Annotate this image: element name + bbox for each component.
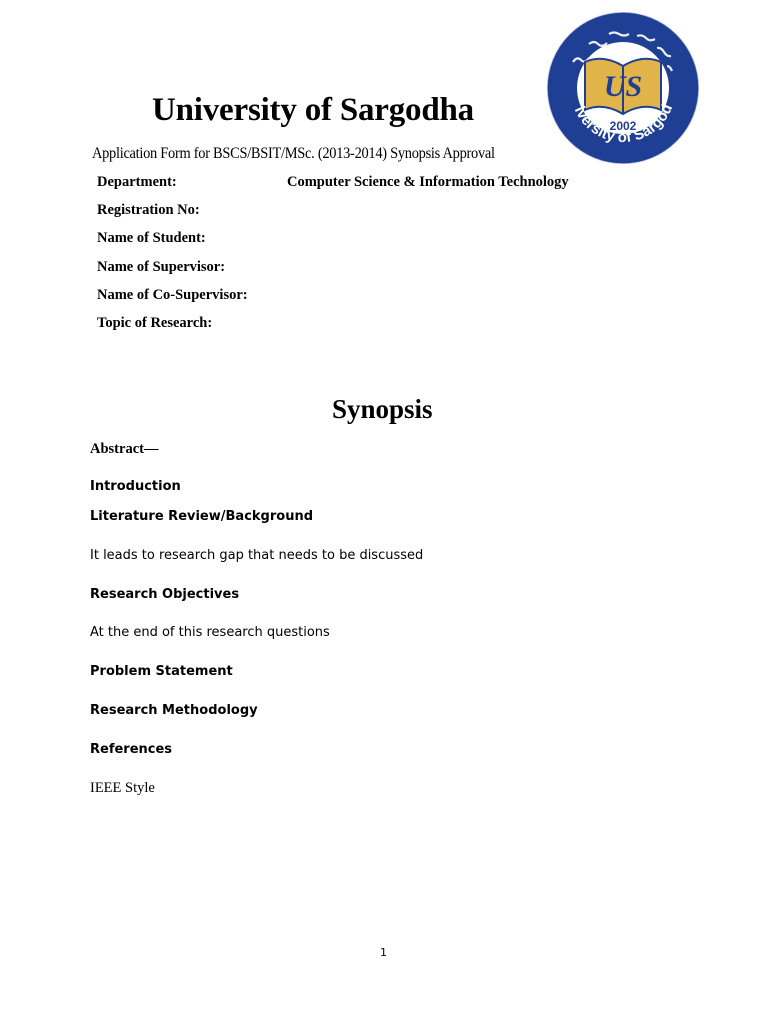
introduction-heading: Introduction <box>90 479 181 494</box>
supervisor-name-label: Name of Supervisor: <box>97 259 226 275</box>
problem-statement-heading: Problem Statement <box>90 664 233 679</box>
logo-year: 2002 <box>609 119 637 133</box>
department-value: Computer Science & Information Technology <box>287 174 569 190</box>
registration-no-label: Registration No: <box>97 202 200 218</box>
abstract-label: Abstract— <box>90 441 159 457</box>
co-supervisor-name-label: Name of Co-Supervisor: <box>97 287 248 303</box>
logo-ring-text: iversity of Sargod <box>570 101 677 147</box>
research-methodology-heading: Research Methodology <box>90 703 258 718</box>
logo-initials: US <box>603 70 643 103</box>
references-heading: References <box>90 742 173 757</box>
university-logo <box>545 10 701 166</box>
student-name-label: Name of Student: <box>97 230 206 246</box>
research-objectives-heading: Research Objectives <box>90 587 240 602</box>
literature-review-heading: Literature Review/Background <box>90 509 314 524</box>
form-subtitle: Application Form for BSCS/BSIT/MSc. (2013-2014) Synopsis Approval <box>92 145 495 162</box>
department-label: Department: <box>97 174 177 190</box>
research-objectives-text: At the end of this research questions <box>90 625 330 640</box>
research-topic-label: Topic of Research: <box>97 315 213 331</box>
university-seal-icon <box>545 10 701 166</box>
references-style-text: IEEE Style <box>90 780 155 796</box>
page-number: 1 <box>380 946 387 959</box>
university-title: University of Sargodha <box>152 92 474 128</box>
literature-review-text: It leads to research gap that needs to be discussed <box>90 548 424 563</box>
synopsis-heading: Synopsis <box>332 394 433 424</box>
